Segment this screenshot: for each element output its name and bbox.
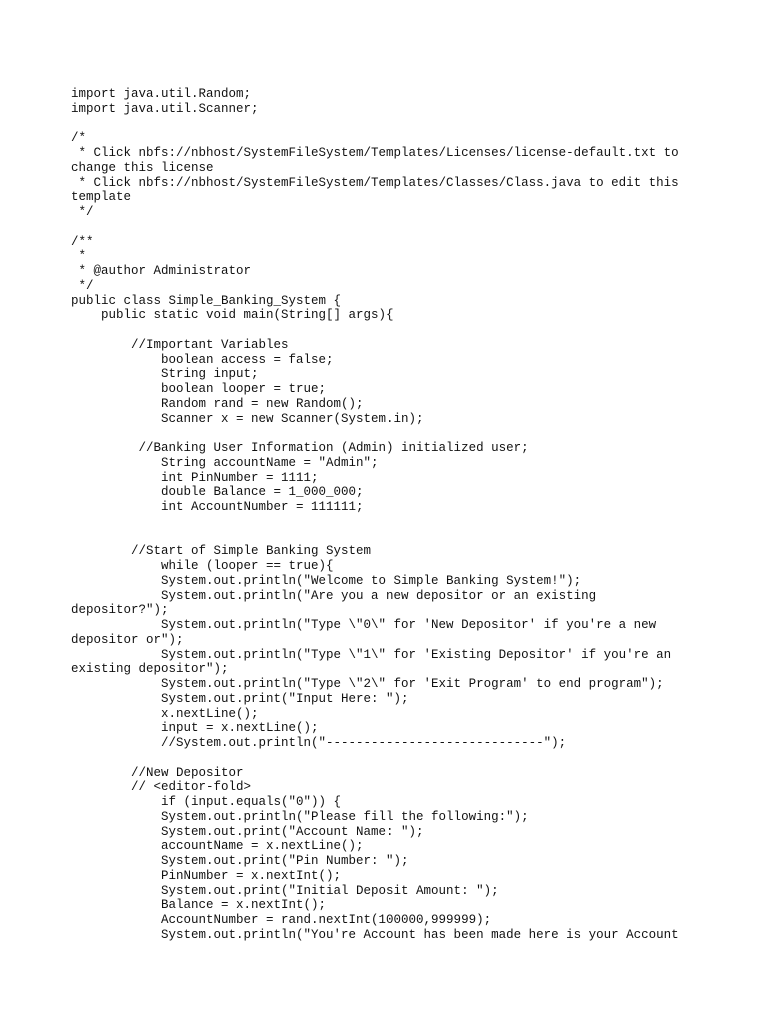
code-line: //New Depositor — [71, 765, 244, 780]
code-line: public class Simple_Banking_System { — [71, 293, 342, 308]
code-line: //Banking User Information (Admin) initialized user; — [71, 441, 529, 455]
code-line: if (input.equals("0")) { — [71, 795, 342, 809]
code-line: System.out.println("Type \"0\" for 'New Depositor' if you're a new — [71, 618, 657, 632]
code-line: Scanner x = new Scanner(System.in); — [71, 411, 424, 426]
code-line: //Important Variables — [71, 337, 289, 352]
code-line: public static void main(String[] args){ — [71, 308, 394, 323]
code-line: depositor?"); — [71, 603, 169, 618]
code-line — [71, 323, 691, 338]
code-line: * Click nbfs://nbhost/SystemFileSystem/Templates/Licenses/license-default.txt to — [71, 146, 679, 160]
code-line: int PinNumber = 1111; — [71, 470, 319, 485]
code-line: String accountName = "Admin"; — [71, 455, 379, 470]
code-line: */ — [71, 205, 94, 219]
code-line: * Click nbfs://nbhost/SystemFileSystem/Templates/Classes/Class.java to edit this — [71, 175, 679, 190]
code-line: input = x.nextLine(); — [71, 721, 319, 736]
code-line: System.out.println("You're Account has been made here is your Account — [71, 927, 679, 942]
code-line: // <editor-fold> — [71, 780, 252, 795]
code-line: Balance = x.nextInt(); — [71, 898, 327, 913]
code-line: System.out.println("Are you a new depositor or an existing — [71, 588, 597, 603]
code-line: System.out.println("Please fill the following:"); — [71, 809, 529, 824]
code-line: System.out.print("Initial Deposit Amount: "); — [71, 883, 499, 898]
code-line: System.out.println("Type \"2\" for 'Exit Program' to end program"); — [71, 677, 664, 691]
code-line: */ — [71, 278, 94, 293]
code-line: String input; — [71, 367, 259, 382]
code-line: change this license — [71, 160, 214, 175]
code-line: int AccountNumber = 111111; — [71, 500, 364, 514]
code-line — [71, 220, 691, 235]
code-line — [71, 751, 691, 766]
code-line: x.nextLine(); — [71, 706, 259, 721]
code-line: System.out.print("Pin Number: "); — [71, 854, 409, 868]
code-line: AccountNumber = rand.nextInt(100000,999999); — [71, 913, 492, 927]
code-line: template — [71, 190, 132, 205]
code-line: //Start of Simple Banking System — [71, 544, 372, 559]
code-line: while (looper == true){ — [71, 559, 334, 573]
code-line: boolean access = false; — [71, 352, 334, 367]
code-line: import java.util.Scanner; — [71, 101, 259, 116]
code-line: * — [71, 249, 87, 264]
code-line: import java.util.Random; — [71, 87, 252, 101]
code-line: /* — [71, 131, 87, 146]
code-line: System.out.print("Account Name: "); — [71, 824, 424, 839]
code-line: System.out.println("Welcome to Simple Banking System!"); — [71, 573, 582, 588]
code-line: accountName = x.nextLine(); — [71, 839, 364, 854]
code-line — [71, 530, 691, 545]
code-line — [71, 117, 691, 132]
code-line: boolean looper = true; — [71, 382, 327, 396]
code-line: double Balance = 1_000_000; — [71, 485, 364, 500]
code-line: Random rand = new Random(); — [71, 396, 364, 411]
code-line — [71, 426, 691, 441]
code-line: System.out.print("Input Here: "); — [71, 691, 409, 706]
code-line: PinNumber = x.nextInt(); — [71, 868, 342, 883]
code-line: existing depositor"); — [71, 662, 229, 677]
code-line — [71, 515, 691, 530]
code-line: //System.out.println("-----------------------------"); — [71, 736, 567, 750]
code-line: * @author Administrator — [71, 264, 252, 278]
code-listing — [71, 87, 691, 943]
code-line: /** — [71, 234, 94, 249]
code-line: depositor or"); — [71, 632, 184, 647]
code-line: System.out.println("Type \"1\" for 'Existing Depositor' if you're an — [71, 647, 672, 662]
